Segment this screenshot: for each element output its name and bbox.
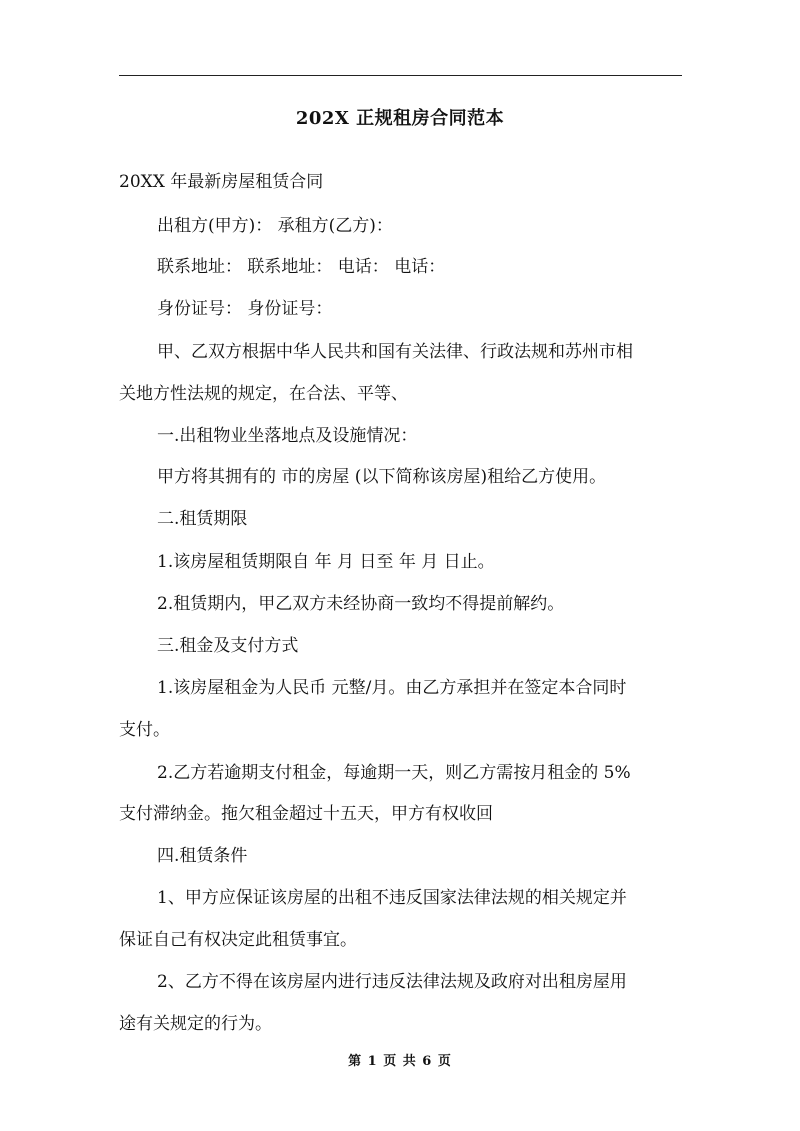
document-title: 202X 正规租房合同范本 bbox=[295, 108, 505, 129]
page-indicator: 第 1 页 共 6 页 bbox=[348, 1054, 452, 1069]
section-heading-3: 三.租金及支付方式 bbox=[157, 636, 299, 656]
clause-continuation: 支付滞纳金。拖欠租金超过十五天，甲方有权收回 bbox=[119, 804, 493, 824]
header-rule bbox=[119, 75, 682, 76]
section-heading-1: 一.出租物业坐落地点及设施情况： bbox=[157, 426, 418, 446]
clause-continuation: 途有关规定的行为。 bbox=[119, 1014, 272, 1034]
clause-continuation: 支付。 bbox=[119, 720, 170, 740]
parties-line: 出租方(甲方)： 承租方(乙方)： bbox=[157, 216, 393, 236]
section-heading-2: 二.租赁期限 bbox=[157, 509, 248, 529]
subtitle-line: 20XX 年最新房屋租赁合同 bbox=[119, 172, 324, 192]
id-number-line: 身份证号： 身份证号： bbox=[157, 299, 333, 319]
preamble-line-1: 甲、乙双方根据中华人民共和国有关法律、行政法规和苏州市相 bbox=[157, 342, 633, 362]
clause-line: 2.租赁期内，甲乙双方未经协商一致均不得提前解约。 bbox=[157, 594, 565, 614]
clause-line: 1、甲方应保证该房屋的出租不违反国家法律法规的相关规定并 bbox=[157, 888, 627, 908]
clause-line: 甲方将其拥有的 市的房屋 (以下简称该房屋)租给乙方使用。 bbox=[157, 467, 607, 487]
preamble-line-2: 关地方性法规的规定，在合法、平等、 bbox=[119, 384, 408, 404]
clause-line: 1.该房屋租金为人民币 元整/月。由乙方承担并在签定本合同时 bbox=[157, 678, 627, 698]
clause-line: 2、乙方不得在该房屋内进行违反法律法规及政府对出租房屋用 bbox=[157, 972, 627, 992]
section-heading-4: 四.租赁条件 bbox=[157, 846, 248, 866]
contact-line: 联系地址： 联系地址： 电话： 电话： bbox=[157, 257, 446, 277]
clause-line: 1.该房屋租赁期限自 年 月 日至 年 月 日止。 bbox=[157, 552, 495, 572]
clause-continuation: 保证自己有权决定此租赁事宜。 bbox=[119, 930, 357, 950]
clause-line: 2.乙方若逾期支付租金，每逾期一天，则乙方需按月租金的 5% bbox=[157, 763, 631, 783]
